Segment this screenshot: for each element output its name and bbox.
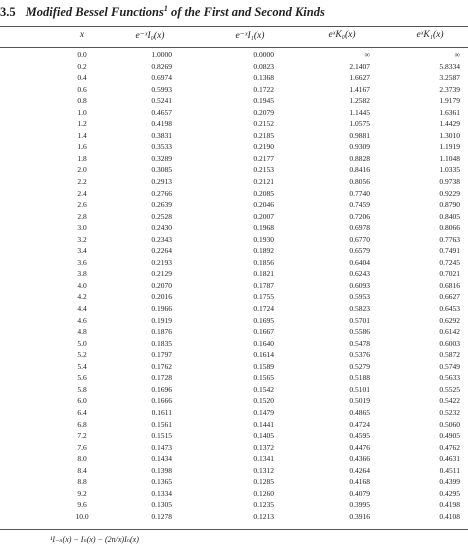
table-row: [0, 84, 468, 96]
table-row: [0, 95, 468, 107]
cell-x: 0.4: [77, 73, 87, 83]
cell-i0: 0.2070: [151, 280, 172, 290]
cell-k1: 0.5060: [439, 419, 460, 429]
cell-x: 7.6: [77, 442, 87, 452]
cell-k0: 0.4264: [349, 465, 370, 475]
cell-i1: 0.1520: [253, 396, 274, 406]
table-row: [0, 430, 468, 442]
cell-k1: 0.5422: [439, 396, 460, 406]
cell-i1: 0.1968: [253, 223, 274, 233]
cell-i1: 0.2007: [253, 211, 274, 221]
table-title: [0, 4, 468, 20]
cell-x: 8.8: [77, 477, 87, 487]
cell-i0: 0.1762: [151, 361, 172, 371]
cell-i1: 0.2190: [253, 142, 274, 152]
cell-i1: 0.2185: [253, 130, 274, 140]
cell-i0: 0.1515: [151, 431, 172, 441]
cell-i1: 0.2152: [253, 119, 274, 129]
cell-i1: 0.1724: [253, 304, 274, 314]
cell-k1: 0.7763: [439, 234, 460, 244]
cell-x: 1.0: [77, 107, 87, 117]
cell-i1: 0.1260: [253, 488, 274, 498]
cell-i0: 0.2129: [151, 269, 172, 279]
cell-i0: 0.1666: [151, 396, 172, 406]
cell-k1: 0.4762: [439, 442, 460, 452]
cell-i1: 0.1565: [253, 373, 274, 383]
cell-k1: 0.9738: [439, 177, 460, 187]
cell-x: 4.2: [77, 292, 87, 302]
cell-i1: 0.1589: [253, 361, 274, 371]
cell-k1: 0.4198: [439, 500, 460, 510]
cell-k0: 0.4476: [349, 442, 370, 452]
cell-k1: 1.0335: [439, 165, 460, 175]
cell-i0: 0.1876: [151, 327, 172, 337]
table-row: [0, 268, 468, 280]
table-row: [0, 476, 468, 488]
cell-i1: 0.1542: [253, 384, 274, 394]
cell-k0: 0.6093: [349, 280, 370, 290]
cell-x: 9.6: [77, 500, 87, 510]
header-i1: e⁻ˣI₁(x): [235, 31, 265, 41]
table-row: [0, 234, 468, 246]
cell-x: 10.0: [75, 511, 89, 521]
cell-k1: 0.7491: [439, 246, 460, 256]
table-row: [0, 188, 468, 200]
cell-x: 5.0: [77, 338, 87, 348]
table-row: [0, 118, 468, 130]
table-row: [0, 395, 468, 407]
header-x: x: [79, 30, 85, 40]
cell-i1: 0.2085: [253, 188, 274, 198]
cell-k1: 0.4631: [439, 454, 460, 464]
header-k0: eˣK₀(x): [328, 30, 356, 40]
cell-i0: 0.4198: [151, 119, 172, 129]
table-row: [0, 349, 468, 361]
cell-i0: 0.2766: [151, 188, 172, 198]
cell-x: 8.0: [77, 454, 87, 464]
cell-k0: 0.6579: [349, 246, 370, 256]
cell-i1: 0.2153: [253, 165, 274, 175]
table-row: [0, 361, 468, 373]
cell-k0: 0.3995: [349, 500, 370, 510]
cell-x: 5.8: [77, 384, 87, 394]
cell-x: 0.6: [77, 84, 87, 94]
footnote: ¹I₋ₙ(x) − Iₙ(x) − (2n/x)Iₙ(x): [50, 535, 139, 544]
cell-i1: 0.2046: [253, 200, 274, 210]
cell-x: 4.6: [77, 315, 87, 325]
cell-i1: 0.1405: [253, 431, 274, 441]
cell-i0: 0.3085: [151, 165, 172, 175]
table-row: [0, 499, 468, 511]
cell-k0: 1.4167: [349, 84, 370, 94]
cell-k0: 0.9881: [349, 130, 370, 140]
cell-k1: 0.8066: [439, 223, 460, 233]
cell-k0: 0.4865: [349, 407, 370, 417]
cell-k0: 1.2582: [349, 96, 370, 106]
cell-i0: 0.1305: [151, 500, 172, 510]
cell-x: 0.2: [77, 61, 87, 71]
table-row: [0, 303, 468, 315]
table-row: [0, 465, 468, 477]
cell-i0: 0.1728: [151, 373, 172, 383]
table-row: [0, 199, 468, 211]
table-row: [0, 130, 468, 142]
table-row: [0, 107, 468, 119]
cell-x: 2.2: [77, 177, 87, 187]
cell-k0: 0.7206: [349, 211, 370, 221]
table-header: [0, 26, 468, 48]
cell-k1: 0.6627: [439, 292, 460, 302]
cell-i1: 0.1695: [253, 315, 274, 325]
cell-x: 6.8: [77, 419, 87, 429]
table-row: [0, 488, 468, 500]
cell-i0: 0.2913: [151, 177, 172, 187]
cell-i1: 0.1441: [253, 419, 274, 429]
cell-x: 0.8: [77, 96, 87, 106]
cell-k0: 0.8416: [349, 165, 370, 175]
table-row: [0, 280, 468, 292]
title-text-rest: of the First and Second Kinds: [167, 5, 325, 20]
cell-k0: 0.7740: [349, 188, 370, 198]
cell-i1: 0.1372: [253, 442, 274, 452]
cell-k1: 0.5872: [439, 350, 460, 360]
cell-i1: 0.2177: [253, 153, 274, 163]
cell-k0: 0.8056: [349, 177, 370, 187]
cell-i0: 0.1434: [151, 454, 172, 464]
table-row: [0, 141, 468, 153]
cell-i0: 0.1919: [151, 315, 172, 325]
table-row: [0, 419, 468, 431]
header-k1: eˣK₁(x): [416, 30, 444, 40]
cell-i1: 0.2079: [253, 107, 274, 117]
cell-k1: 0.5525: [439, 384, 460, 394]
cell-k1: 0.8790: [439, 200, 460, 210]
bottom-rule: [0, 529, 468, 530]
cell-i0: 0.6974: [151, 73, 172, 83]
cell-k1: 1.1048: [439, 153, 460, 163]
cell-i1: 0.1856: [253, 257, 274, 267]
cell-i1: 0.0823: [253, 61, 274, 71]
cell-k1: 0.5749: [439, 361, 460, 371]
cell-x: 3.8: [77, 269, 87, 279]
cell-x: 5.4: [77, 361, 87, 371]
cell-k0: 0.5823: [349, 304, 370, 314]
table-row: [0, 453, 468, 465]
cell-x: 1.8: [77, 153, 87, 163]
cell-i1: 0.0000: [253, 50, 274, 59]
cell-x: 5.6: [77, 373, 87, 383]
cell-i0: 0.2016: [151, 292, 172, 302]
table-row: [0, 176, 468, 188]
cell-i1: 0.1667: [253, 327, 274, 337]
table-row: [0, 211, 468, 223]
cell-k0: 0.6404: [349, 257, 370, 267]
table-row: [0, 338, 468, 350]
cell-i0: 0.8269: [151, 61, 172, 71]
table-row: [0, 222, 468, 234]
cell-i1: 0.1930: [253, 234, 274, 244]
cell-i1: 0.1821: [253, 269, 274, 279]
cell-k1: 0.6003: [439, 338, 460, 348]
cell-i1: 0.2121: [253, 177, 274, 187]
cell-i0: 0.1797: [151, 350, 172, 360]
table-row: [0, 61, 468, 73]
table-row: [0, 153, 468, 165]
cell-i0: 0.1365: [151, 477, 172, 487]
cell-x: 6.0: [77, 396, 87, 406]
cell-k0: ∞: [364, 50, 370, 59]
cell-k1: 1.1919: [439, 142, 460, 152]
cell-k0: 0.4168: [349, 477, 370, 487]
cell-k0: 0.5019: [349, 396, 370, 406]
cell-k0: 2.1407: [349, 61, 370, 71]
cell-k0: 0.5953: [349, 292, 370, 302]
cell-i0: 0.4657: [151, 107, 172, 117]
table-row: [0, 326, 468, 338]
cell-k1: 0.4511: [439, 465, 460, 475]
cell-i0: 0.5993: [151, 84, 172, 94]
table-row: [0, 315, 468, 327]
cell-k1: 0.6292: [439, 315, 460, 325]
cell-k0: 0.4724: [349, 419, 370, 429]
table-row: [0, 442, 468, 454]
cell-x: 1.2: [77, 119, 87, 129]
section-number: 3.5: [0, 5, 16, 20]
cell-i1: 0.1285: [253, 477, 274, 487]
cell-k0: 0.5586: [349, 327, 370, 337]
cell-x: 2.6: [77, 200, 87, 210]
cell-k0: 0.5188: [349, 373, 370, 383]
cell-k0: 0.5376: [349, 350, 370, 360]
header-i0: e⁻ˣI₀(x): [135, 31, 165, 41]
table-row: [0, 291, 468, 303]
cell-x: 0.0: [77, 50, 87, 59]
table-row: [0, 164, 468, 176]
cell-i1: 0.1368: [253, 73, 274, 83]
cell-i0: 0.1696: [151, 384, 172, 394]
cell-x: 4.8: [77, 327, 87, 337]
cell-k0: 1.0575: [349, 119, 370, 129]
title-text: Modified Bessel Functions: [25, 5, 164, 20]
cell-x: 5.2: [77, 350, 87, 360]
cell-k0: 0.5279: [349, 361, 370, 371]
cell-x: 2.4: [77, 188, 87, 198]
cell-k1: 0.7021: [439, 269, 460, 279]
cell-x: 3.0: [77, 223, 87, 233]
cell-i0: 0.2528: [151, 211, 172, 221]
cell-i0: 1.0000: [151, 50, 172, 59]
cell-i1: 0.1235: [253, 500, 274, 510]
cell-k0: 0.5101: [349, 384, 370, 394]
cell-i0: 0.3289: [151, 153, 172, 163]
cell-i1: 0.1213: [253, 511, 274, 521]
cell-i0: 0.1473: [151, 442, 172, 452]
table-row: [0, 407, 468, 419]
cell-x: 1.4: [77, 130, 87, 140]
table-row: [0, 49, 468, 61]
cell-k1: 0.4905: [439, 431, 460, 441]
cell-k1: 0.6453: [439, 304, 460, 314]
table-row: [0, 511, 468, 523]
cell-i0: 0.1278: [151, 511, 172, 521]
cell-i0: 0.1611: [151, 407, 172, 417]
cell-k0: 0.4595: [349, 431, 370, 441]
cell-k1: 0.4108: [439, 511, 460, 521]
cell-x: 7.2: [77, 431, 87, 441]
cell-k1: 0.4399: [439, 477, 460, 487]
cell-k1: 3.2587: [439, 73, 460, 83]
cell-i0: 0.1398: [151, 465, 172, 475]
cell-k1: 1.4429: [439, 119, 460, 129]
cell-k1: 0.9229: [439, 188, 460, 198]
cell-x: 4.0: [77, 280, 87, 290]
table-row: [0, 372, 468, 384]
cell-i1: 0.1787: [253, 280, 274, 290]
table-row: [0, 245, 468, 257]
cell-k0: 0.5478: [349, 338, 370, 348]
cell-i0: 0.5241: [151, 96, 172, 106]
cell-k1: 1.6361: [439, 107, 460, 117]
cell-x: 6.4: [77, 407, 87, 417]
cell-k0: 0.6243: [349, 269, 370, 279]
table-body: [0, 49, 468, 522]
cell-i0: 0.2639: [151, 200, 172, 210]
cell-k0: 0.7459: [349, 200, 370, 210]
cell-i0: 0.1835: [151, 338, 172, 348]
cell-k1: 0.4295: [439, 488, 460, 498]
cell-k1: 2.3739: [439, 84, 460, 94]
cell-k0: 0.5701: [349, 315, 370, 325]
cell-i1: 0.1479: [253, 407, 274, 417]
cell-k1: 0.5232: [439, 407, 460, 417]
cell-k1: 0.8405: [439, 211, 460, 221]
title-footnote-mark: 1: [163, 4, 168, 13]
cell-x: 8.4: [77, 465, 87, 475]
cell-k0: 0.6978: [349, 223, 370, 233]
cell-x: 3.2: [77, 234, 87, 244]
cell-k0: 1.1445: [349, 107, 370, 117]
cell-x: 3.6: [77, 257, 87, 267]
cell-i0: 0.1966: [151, 304, 172, 314]
cell-i0: 0.3831: [151, 130, 172, 140]
cell-k1: 1.9179: [439, 96, 460, 106]
cell-i1: 0.1755: [253, 292, 274, 302]
cell-i0: 0.1561: [151, 419, 172, 429]
cell-i1: 0.1640: [253, 338, 274, 348]
cell-i1: 0.1614: [253, 350, 274, 360]
cell-x: 2.8: [77, 211, 87, 221]
table-row: [0, 72, 468, 84]
cell-i0: 0.2264: [151, 246, 172, 256]
cell-i0: 0.2430: [151, 223, 172, 233]
cell-i1: 0.1722: [253, 84, 274, 94]
cell-k0: 0.4079: [349, 488, 370, 498]
cell-k0: 0.4366: [349, 454, 370, 464]
cell-x: 3.4: [77, 246, 87, 256]
cell-k0: 0.6770: [349, 234, 370, 244]
cell-i1: 0.1892: [253, 246, 274, 256]
cell-k0: 0.8828: [349, 153, 370, 163]
cell-x: 1.6: [77, 142, 87, 152]
cell-i0: 0.3533: [151, 142, 172, 152]
cell-i0: 0.2193: [151, 257, 172, 267]
cell-i1: 0.1945: [253, 96, 274, 106]
cell-k1: 0.6816: [439, 280, 460, 290]
cell-i0: 0.1334: [151, 488, 172, 498]
cell-k1: 0.7245: [439, 257, 460, 267]
cell-i1: 0.1312: [253, 465, 274, 475]
cell-x: 4.4: [77, 304, 87, 314]
cell-i1: 0.1341: [253, 454, 274, 464]
cell-k1: 5.8334: [439, 61, 460, 71]
table-row: [0, 384, 468, 396]
cell-k1: 0.6142: [439, 327, 460, 337]
cell-x: 2.0: [77, 165, 87, 175]
cell-i0: 0.2343: [151, 234, 172, 244]
cell-k1: 0.5633: [439, 373, 460, 383]
cell-k1: 1.3010: [439, 130, 460, 140]
cell-k0: 1.6627: [349, 73, 370, 83]
table-row: [0, 257, 468, 269]
cell-x: 9.2: [77, 488, 87, 498]
cell-k1: ∞: [454, 50, 460, 59]
cell-k0: 0.9309: [349, 142, 370, 152]
cell-k0: 0.3916: [349, 511, 370, 521]
